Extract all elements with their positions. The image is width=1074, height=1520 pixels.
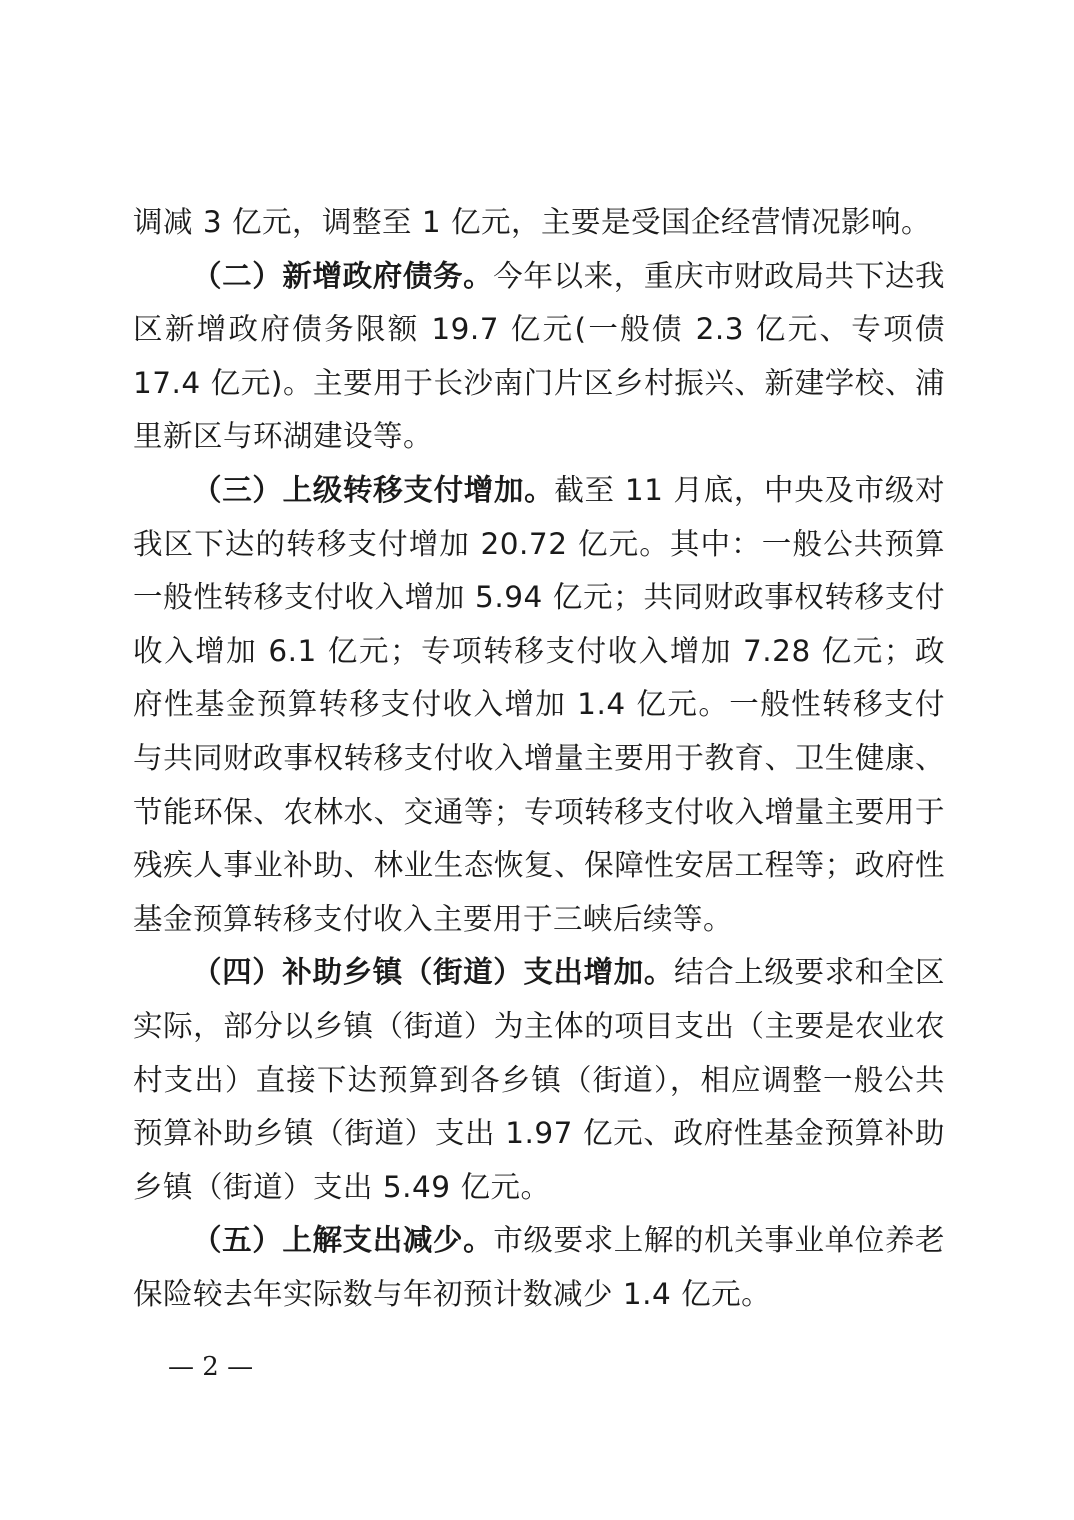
paragraph-remittance — [133, 1214, 945, 1321]
section-heading: （三）上级转移支付增加。 — [192, 472, 555, 507]
paragraph-continuation — [133, 196, 945, 250]
paragraph-text: 结合上级要求和全区实际，部分以乡镇（街道）为主体的项目支出（主要是农业农村支出）直接下达预算到各乡镇（街道），相应调整一般公共预算补助乡镇（街道）支出 1.97 亿元、政府性基金预算补助乡镇（街道）支出 5.49 亿元。 — [133, 955, 945, 1204]
paragraph-text: 市级要求上解的机关事业单位养老保险较去年实际数与年初预计数减少 1.4 亿元。 — [133, 1223, 945, 1311]
paragraph-transfer-payments — [133, 464, 945, 946]
paragraph-new-debt — [133, 250, 945, 464]
section-heading: （二）新增政府债务。 — [192, 258, 494, 293]
page-number: — 2 — — [168, 1352, 254, 1382]
section-heading: （五）上解支出减少。 — [192, 1223, 494, 1258]
body-text — [133, 196, 945, 1321]
paragraph-township-subsidy — [133, 946, 945, 1214]
paragraph-text: 今年以来，重庆市财政局共下达我区新增政府债务限额 19.7 亿元(一般债 2.3 亿元、专项债 17.4 亿元)。主要用于长沙南门片区乡村振兴、新建学校、浦里新区与环湖建设等。 — [133, 258, 945, 454]
paragraph-text: 截至 11 月底，中央及市级对我区下达的转移支付增加 20.72 亿元。其中：一般公共预算一般性转移支付收入增加 5.94 亿元；共同财政事权转移支付收入增加 6.1 亿元；专项转移支付收入增加 7.28 亿元；政府性基金预算转移支付收入增加 1.4 亿元。一般性转移支付与共同财政事权转移支付收入增量主要用于教育、卫生健康、节能环保、农林水、交通等；专项转移支付收入增量主要用于残疾人事业补助、林业生态恢复、保障性安居工程等；政府性基金预算转移支付收入主要用于三峡后续等。 — [133, 472, 945, 936]
section-heading: （四）补助乡镇（街道）支出增加。 — [192, 955, 674, 990]
paragraph-text: 调减 3 亿元，调整至 1 亿元，主要是受国企经营情况影响。 — [133, 205, 932, 239]
